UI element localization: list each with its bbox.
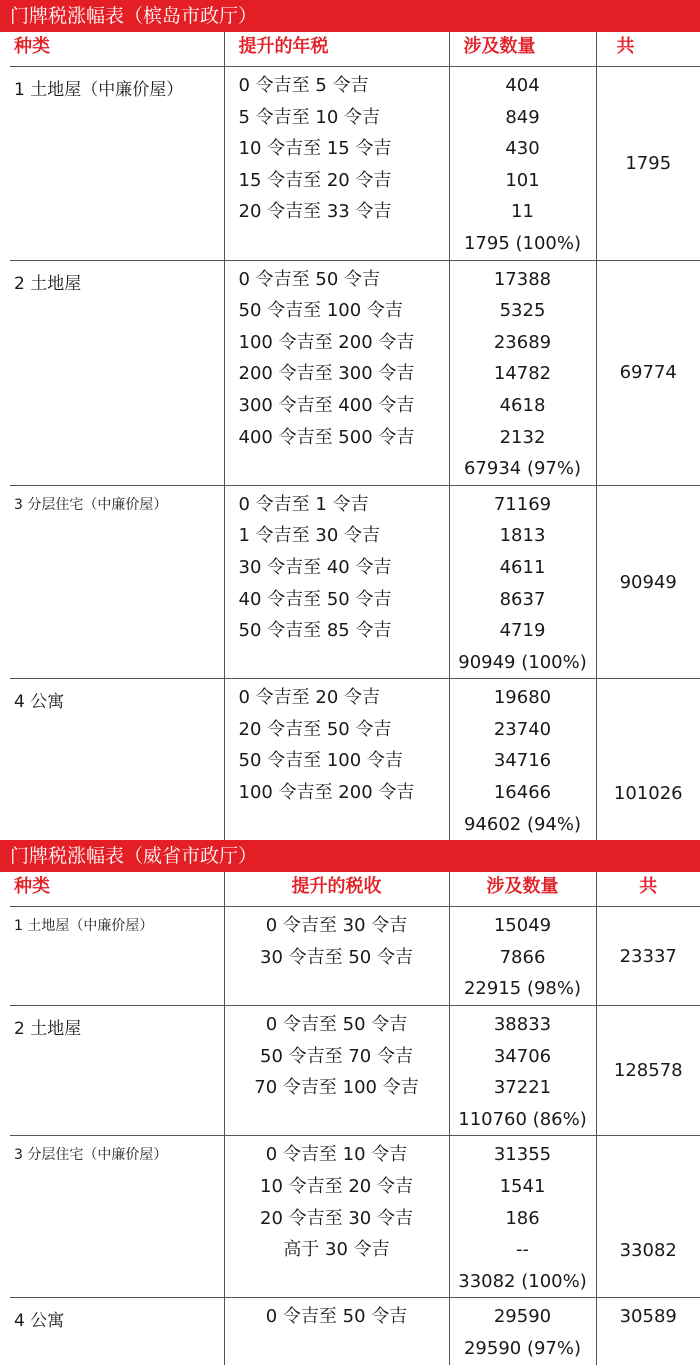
ranges-cell xyxy=(224,1006,449,1136)
ranges-cell xyxy=(224,485,449,679)
table1 xyxy=(10,32,700,840)
header-tax-increase: 提升的税收 xyxy=(224,872,449,907)
table1-title: 门牌税涨幅表（槟岛市政厅） xyxy=(0,0,700,32)
category-cell: 3 分层住宅（中廉价屋） xyxy=(10,485,224,679)
subtotal: 94602 (94%) xyxy=(450,809,596,841)
counts-cell xyxy=(449,485,596,679)
range: 100 令吉至 200 令吉 xyxy=(239,327,449,359)
range: 50 令吉至 85 令吉 xyxy=(239,615,449,647)
range: 200 令吉至 300 令吉 xyxy=(239,358,449,390)
range: 300 令吉至 400 令吉 xyxy=(239,390,449,422)
counts-cell xyxy=(449,679,596,840)
range: 15 令吉至 20 令吉 xyxy=(239,165,449,197)
ranges-cell xyxy=(224,1136,449,1298)
total-value: 30589 xyxy=(597,1301,700,1333)
count: 11 xyxy=(450,196,596,228)
category-cell: 2 土地屋 xyxy=(10,1006,224,1136)
count: 101 xyxy=(450,165,596,197)
count: 4618 xyxy=(450,390,596,422)
count: 1813 xyxy=(450,520,596,552)
range: 1 令吉至 30 令吉 xyxy=(239,520,449,552)
count: 404 xyxy=(450,70,596,102)
category-cell: 2 土地屋 xyxy=(10,260,224,485)
count: 4719 xyxy=(450,615,596,647)
count: 2132 xyxy=(450,422,596,454)
ranges-cell xyxy=(224,907,449,1006)
subtotal: 1795 (100%) xyxy=(450,228,596,260)
range: 20 令吉至 50 令吉 xyxy=(239,714,449,746)
range: 5 令吉至 10 令吉 xyxy=(239,102,449,134)
header-count: 涉及数量 xyxy=(449,32,596,67)
range: 70 令吉至 100 令吉 xyxy=(225,1072,449,1104)
category-cell: 1 土地屋（中廉价屋） xyxy=(10,907,224,1006)
header-count: 涉及数量 xyxy=(449,872,596,907)
range: 100 令吉至 200 令吉 xyxy=(239,777,449,809)
subtotal: 67934 (97%) xyxy=(450,453,596,485)
range: 400 令吉至 500 令吉 xyxy=(239,422,449,454)
count: 17388 xyxy=(450,264,596,296)
range: 20 令吉至 30 令吉 xyxy=(225,1203,449,1235)
subtotal: 33082 (100%) xyxy=(450,1266,596,1298)
counts-cell xyxy=(449,1298,596,1365)
ranges-cell xyxy=(224,260,449,485)
range: 0 令吉至 30 令吉 xyxy=(225,910,449,942)
count: 8637 xyxy=(450,584,596,616)
table-row xyxy=(10,1136,700,1298)
header-total: 共 xyxy=(596,32,700,67)
count: 38833 xyxy=(450,1009,596,1041)
range: 50 令吉至 100 令吉 xyxy=(239,295,449,327)
total-cell: 90949 xyxy=(596,485,700,679)
count: 34716 xyxy=(450,745,596,777)
category-cell: 4 公寓 xyxy=(10,679,224,840)
table-row xyxy=(10,260,700,485)
range: 0 令吉至 5 令吉 xyxy=(239,70,449,102)
ranges-cell xyxy=(224,679,449,840)
total-cell xyxy=(596,1298,700,1365)
subtotal: 90949 (100%) xyxy=(450,647,596,679)
counts-cell xyxy=(449,1136,596,1298)
range: 0 令吉至 10 令吉 xyxy=(225,1139,449,1171)
count: 15049 xyxy=(450,910,596,942)
range: 50 令吉至 100 令吉 xyxy=(239,745,449,777)
header-category: 种类 xyxy=(10,872,224,907)
count: 4611 xyxy=(450,552,596,584)
count: -- xyxy=(450,1234,596,1266)
range: 0 令吉至 50 令吉 xyxy=(239,264,449,296)
count: 7866 xyxy=(450,942,596,974)
count: 186 xyxy=(450,1203,596,1235)
ranges-cell xyxy=(224,67,449,261)
count: 71169 xyxy=(450,489,596,521)
subtotal: 22915 (98%) xyxy=(450,973,596,1005)
counts-cell xyxy=(449,67,596,261)
range: 0 令吉至 20 令吉 xyxy=(239,682,449,714)
count: 29590 xyxy=(450,1301,596,1333)
table2-title: 门牌税涨幅表（威省市政厅） xyxy=(0,840,700,872)
ranges-cell xyxy=(224,1298,449,1365)
count: 1541 xyxy=(450,1171,596,1203)
range: 10 令吉至 15 令吉 xyxy=(239,133,449,165)
range: 20 令吉至 33 令吉 xyxy=(239,196,449,228)
table2 xyxy=(10,872,700,1364)
table-row xyxy=(10,1006,700,1136)
header-category: 种类 xyxy=(10,32,224,67)
range: 高于 30 令吉 xyxy=(225,1234,449,1266)
category-cell: 1 土地屋（中廉价屋） xyxy=(10,67,224,261)
header-total: 共 xyxy=(596,872,700,907)
table2-header-row xyxy=(10,872,700,907)
count: 23689 xyxy=(450,327,596,359)
range: 0 令吉至 50 令吉 xyxy=(225,1301,449,1333)
count: 16466 xyxy=(450,777,596,809)
category-cell: 4 公寓 xyxy=(10,1298,224,1365)
count: 19680 xyxy=(450,682,596,714)
count: 430 xyxy=(450,133,596,165)
range: 0 令吉至 50 令吉 xyxy=(225,1009,449,1041)
counts-cell xyxy=(449,260,596,485)
count: 34706 xyxy=(450,1041,596,1073)
count: 31355 xyxy=(450,1139,596,1171)
total-cell: 101026 xyxy=(596,679,700,840)
table-row xyxy=(10,679,700,840)
count: 14782 xyxy=(450,358,596,390)
range: 50 令吉至 70 令吉 xyxy=(225,1041,449,1073)
count: 849 xyxy=(450,102,596,134)
counts-cell xyxy=(449,907,596,1006)
table1-header-row xyxy=(10,32,700,67)
total-cell: 23337 xyxy=(596,907,700,1006)
count: 37221 xyxy=(450,1072,596,1104)
counts-cell xyxy=(449,1006,596,1136)
range: 30 令吉至 50 令吉 xyxy=(225,942,449,974)
table-row xyxy=(10,1298,700,1365)
subtotal: 29590 (97%) xyxy=(450,1333,596,1365)
range: 10 令吉至 20 令吉 xyxy=(225,1171,449,1203)
count: 5325 xyxy=(450,295,596,327)
header-tax-increase: 提升的年税 xyxy=(224,32,449,67)
total-cell: 69774 xyxy=(596,260,700,485)
range: 0 令吉至 1 令吉 xyxy=(239,489,449,521)
total-cell: 1795 xyxy=(596,67,700,261)
subtotal: 110760 (86%) xyxy=(450,1104,596,1136)
table-row xyxy=(10,67,700,261)
range: 40 令吉至 50 令吉 xyxy=(239,584,449,616)
total-cell: 33082 xyxy=(596,1136,700,1298)
table-row xyxy=(10,485,700,679)
category-cell: 3 分层住宅（中廉价屋） xyxy=(10,1136,224,1298)
table-row xyxy=(10,907,700,1006)
range: 30 令吉至 40 令吉 xyxy=(239,552,449,584)
count: 23740 xyxy=(450,714,596,746)
total-cell: 128578 xyxy=(596,1006,700,1136)
